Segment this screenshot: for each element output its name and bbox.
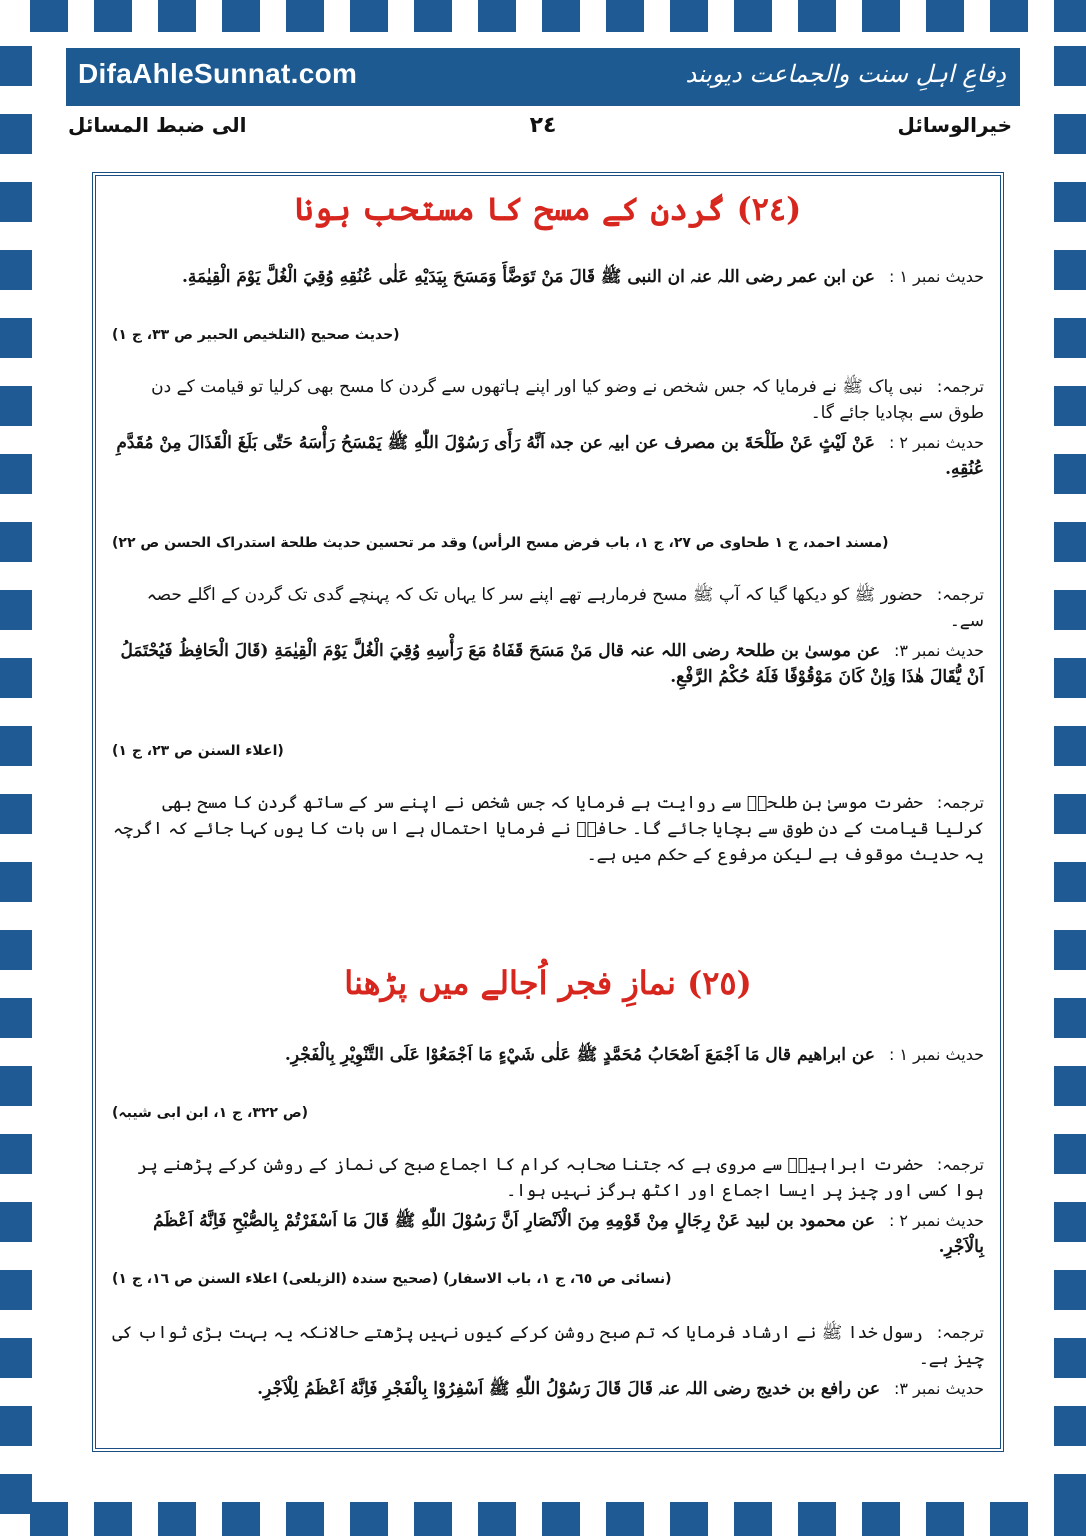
translation-text: نبی پاک ﷺ نے فرمایا کہ جس شخص نے وضو کیا اور اپنے ہاتھوں سے گردن کا مسح بھی کرلیا تو قیامت کے دن طوق سے بچادیا جائے گا۔ bbox=[151, 377, 984, 423]
border-tile bbox=[350, 1502, 388, 1536]
hadith-reference: (ص ٣٢٢، ج ١، ابن ابی شیبہ) bbox=[112, 1105, 309, 1121]
border-tile bbox=[1054, 182, 1086, 222]
border-tile bbox=[606, 0, 644, 32]
border-tile bbox=[798, 1502, 836, 1536]
hadith-25-3 bbox=[112, 1376, 984, 1402]
border-tile bbox=[1054, 250, 1086, 290]
border-tile bbox=[1054, 658, 1086, 698]
border-tile bbox=[414, 1502, 452, 1536]
site-name-link[interactable]: DifaAhleSunnat.com bbox=[78, 58, 358, 89]
border-tile bbox=[926, 1502, 964, 1536]
section-title-24: (٢٤) گردن کے مسح کا مستحب ہونا bbox=[294, 190, 802, 228]
border-tile bbox=[542, 0, 580, 32]
translation-24-2 bbox=[112, 582, 984, 634]
border-tile bbox=[158, 0, 196, 32]
translation-25-1 bbox=[112, 1152, 984, 1204]
border-tile bbox=[0, 386, 32, 426]
border-tile bbox=[1054, 930, 1086, 970]
book-title: خیرالوسائل bbox=[897, 113, 1012, 137]
hadith-label: حدیث نمبر ٣: bbox=[894, 1379, 984, 1398]
translation-25-2 bbox=[112, 1320, 984, 1372]
border-tile bbox=[1054, 1406, 1086, 1446]
border-tile bbox=[1054, 590, 1086, 630]
border-tile bbox=[0, 1406, 32, 1446]
hadith-reference: (مسند احمد، ج ١ طحاوی ص ٢٧، ج ١، باب فرض مسح الرأس) وقد مر تحسین حدیث طلحة استدراک الحسن ص ٢٢) bbox=[112, 535, 889, 551]
border-tile bbox=[1054, 318, 1086, 358]
hadith-text: عن ابراهیم قال مَا اَجْمَعَ اَصْحَابُ مُحَمَّدٍ ﷺ عَلٰى شَيْءٍ مَا اَجْمَعُوْا عَلَى التَّنْوِيْرِ بِالْفَجْرِ. bbox=[284, 1045, 875, 1065]
border-tile bbox=[1054, 0, 1086, 32]
border-tile bbox=[990, 1502, 1028, 1536]
hadith-label: حدیث نمبر ٢ : bbox=[888, 433, 984, 452]
border-tile bbox=[286, 0, 324, 32]
hadith-reference: (اعلاء السنن ص ٢٣، ج ١) bbox=[112, 743, 284, 759]
border-tile bbox=[0, 182, 32, 222]
border-tile bbox=[1054, 522, 1086, 562]
hadith-reference: (حدیث صحیح (التلخیص الحبیر ص ٣٣، ج ١) bbox=[112, 327, 400, 343]
border-tile bbox=[1054, 1134, 1086, 1174]
border-tile bbox=[0, 250, 32, 290]
border-tile bbox=[1054, 862, 1086, 902]
content-box bbox=[92, 172, 1004, 1452]
border-tile bbox=[0, 1134, 32, 1174]
border-tile bbox=[734, 1502, 772, 1536]
border-tile bbox=[94, 1502, 132, 1536]
book-subtitle: الی ضبط المسائل bbox=[68, 113, 247, 137]
border-tile bbox=[1054, 1338, 1086, 1378]
border-tile bbox=[0, 454, 32, 494]
translation-text: رسول خدا ﷺ نے ارشاد فرمایا کہ تم صبح روشن کرکے کیوں نہیں پڑھتے حالانکہ یہ بہت بڑی ثواب کی چیز ہے۔ bbox=[112, 1323, 984, 1369]
border-tile bbox=[0, 590, 32, 630]
border-tile bbox=[1054, 46, 1086, 86]
border-tile bbox=[926, 0, 964, 32]
section-title-25: (٢٥) نمازِ فجر اُجالے میں پڑھنا bbox=[344, 964, 752, 1002]
border-tile bbox=[1054, 1474, 1086, 1514]
hadith-label: حدیث نمبر ۱ : bbox=[888, 267, 984, 286]
border-tile bbox=[0, 318, 32, 358]
border-tile bbox=[1054, 386, 1086, 426]
border-tile bbox=[0, 1338, 32, 1378]
hadith-24-2 bbox=[112, 430, 984, 482]
translation-label: ترجمہ: bbox=[936, 1323, 984, 1342]
hadith-label: حدیث نمبر ۱ : bbox=[888, 1045, 984, 1064]
translation-label: ترجمہ: bbox=[936, 585, 984, 604]
hadith-label: حدیث نمبر ٣: bbox=[894, 641, 984, 660]
translation-label: ترجمہ: bbox=[936, 1155, 984, 1174]
border-tile bbox=[350, 0, 388, 32]
border-tile bbox=[1054, 1202, 1086, 1242]
border-tile bbox=[0, 930, 32, 970]
hadith-25-1 bbox=[112, 1042, 984, 1068]
translation-text: حضور ﷺ کو دیکھا گیا کہ آپ ﷺ مسح فرمارہے تھے اپنے سر کا یہاں تک کہ پہنچے گدی تک گردن کے اگلے حصہ سے۔ bbox=[146, 585, 984, 631]
border-tile bbox=[0, 522, 32, 562]
translation-label: ترجمہ: bbox=[936, 793, 984, 812]
translation-text: حضرت ابراہیمؒ سے مروی ہے کہ جتنا صحابہ کرام کا اجماع صبح کی نماز کے روشن کرکے پڑھنے پر ہوا کسی اور چیز پر ایسا اجماع اور اکٹھ ہرگز نہیں ہوا۔ bbox=[137, 1155, 984, 1201]
border-tile bbox=[0, 862, 32, 902]
translation-text: حضرت موسیٰ بن طلحہؒ سے روایت ہے فرمایا کہ جس شخص نے اپنے سر کے ساتھ گردن کا مسح بھی کرلیا قیامت کے دن طوق سے بچایا جائے گا۔ حافظؒ نے فرمایا احتمال ہے اس بات کا یوں کہا جائے کہ اگرچہ یہ حدیث موقوف ہے لیکن مرفوع کے حکم میں ہے۔ bbox=[113, 793, 984, 865]
border-tile bbox=[798, 0, 836, 32]
border-tile bbox=[0, 658, 32, 698]
border-tile bbox=[1054, 1270, 1086, 1310]
border-tile bbox=[990, 0, 1028, 32]
hadith-text: عَنْ لَيْثٍ عَنْ طَلْحَةَ بن مصرف عن ابیہ عن جدہ اَنَّهُ رَأَى رَسُوْلَ اللّٰهِ ﷺ يَمْسَحُ رَأْسَهُ حَتّٰى بَلَغَ الْقَذَالَ مِنْ مُقَدَّمِ عُنُقِهِ. bbox=[116, 433, 984, 479]
hadith-text: عن رافع بن خدیج رضی اللہ عنہ قَالَ قَالَ رَسُوْلُ اللّٰهِ ﷺ اَسْفِرُوْا بِالْفَجْرِ فَاِنَّهُ اَعْظَمُ لِلْاَجْرِ. bbox=[257, 1379, 881, 1399]
border-tile bbox=[0, 726, 32, 766]
translation-label: ترجمہ: bbox=[936, 377, 984, 396]
border-tile bbox=[862, 1502, 900, 1536]
border-tile bbox=[478, 1502, 516, 1536]
border-tile bbox=[94, 0, 132, 32]
border-tile bbox=[862, 0, 900, 32]
hadith-25-2 bbox=[112, 1208, 984, 1260]
border-tile bbox=[1054, 454, 1086, 494]
border-tile bbox=[670, 0, 708, 32]
border-tile bbox=[734, 0, 772, 32]
border-tile bbox=[0, 114, 32, 154]
border-tile bbox=[0, 794, 32, 834]
border-tile bbox=[1054, 726, 1086, 766]
hadith-text: عن موسیٰ بن طلحۃ رضی اللہ عنہ قال مَنْ مَسَحَ قَفَاهُ مَعَ رَأْسِهِ وُقِيَ الْغُلَّ يَوْمَ الْقِيٰمَةِ (قَالَ الْحَافِظُ فَيُحْتَمَلُ اَنْ يُّقَالَ هٰذَا وَاِنْ كَانَ مَوْقُوْفًا فَلَهُ حُكْمُ الرَّفْعِ. bbox=[120, 641, 984, 687]
hadith-24-3 bbox=[112, 638, 984, 690]
border-tile bbox=[478, 0, 516, 32]
border-tile bbox=[0, 1474, 32, 1514]
border-tile bbox=[606, 1502, 644, 1536]
border-tile bbox=[30, 0, 68, 32]
hadith-reference: (نسائی ص ٦٥، ج ١، باب الاسفار) (صحیح سندہ (الزیلعی) اعلاء السنن ص ١٦، ج ١) bbox=[112, 1271, 672, 1287]
border-tile bbox=[0, 1066, 32, 1106]
border-tile bbox=[0, 998, 32, 1038]
page-number: ٢٤ bbox=[529, 113, 557, 138]
hadith-24-1 bbox=[112, 264, 984, 290]
translation-24-1 bbox=[112, 374, 984, 426]
hadith-text: عن محمود بن لبید عَنْ رِجَالٍ مِنْ قَوْمِهِ مِنَ الْاَنْصَارِ اَنَّ رَسُوْلَ اللّٰهِ ﷺ قَالَ مَا اَسْفَرْتُمْ بِالصُّبْحِ فَاِنَّهُ اَعْظَمُ بِالْاَجْرِ. bbox=[153, 1211, 984, 1257]
border-tile bbox=[1054, 998, 1086, 1038]
organization-name: دِفاعِ اہلِ سنت والجماعت دیوبند bbox=[685, 60, 1006, 88]
border-tile bbox=[0, 1202, 32, 1242]
hadith-text: عن ابن عمر رضی اللہ عنہ ان النبی ﷺ قَالَ مَنْ تَوَضَّأَ وَمَسَحَ بِيَدَيْهِ عَلٰى عُنُقِهِ وُقِيَ الْغُلَّ يَوْمَ الْقِيٰمَةِ. bbox=[181, 267, 875, 287]
border-tile bbox=[1054, 794, 1086, 834]
border-tile bbox=[286, 1502, 324, 1536]
border-tile bbox=[30, 1502, 68, 1536]
border-tile bbox=[1054, 1066, 1086, 1106]
border-tile bbox=[222, 0, 260, 32]
border-tile bbox=[1054, 114, 1086, 154]
site-header-bar bbox=[66, 48, 1020, 106]
border-tile bbox=[222, 1502, 260, 1536]
translation-24-3 bbox=[112, 790, 984, 868]
running-header bbox=[66, 110, 1020, 146]
border-tile bbox=[670, 1502, 708, 1536]
border-tile bbox=[158, 1502, 196, 1536]
border-tile bbox=[414, 0, 452, 32]
hadith-label: حدیث نمبر ٢ : bbox=[888, 1211, 984, 1230]
border-tile bbox=[542, 1502, 580, 1536]
border-tile bbox=[0, 46, 32, 86]
border-tile bbox=[0, 1270, 32, 1310]
